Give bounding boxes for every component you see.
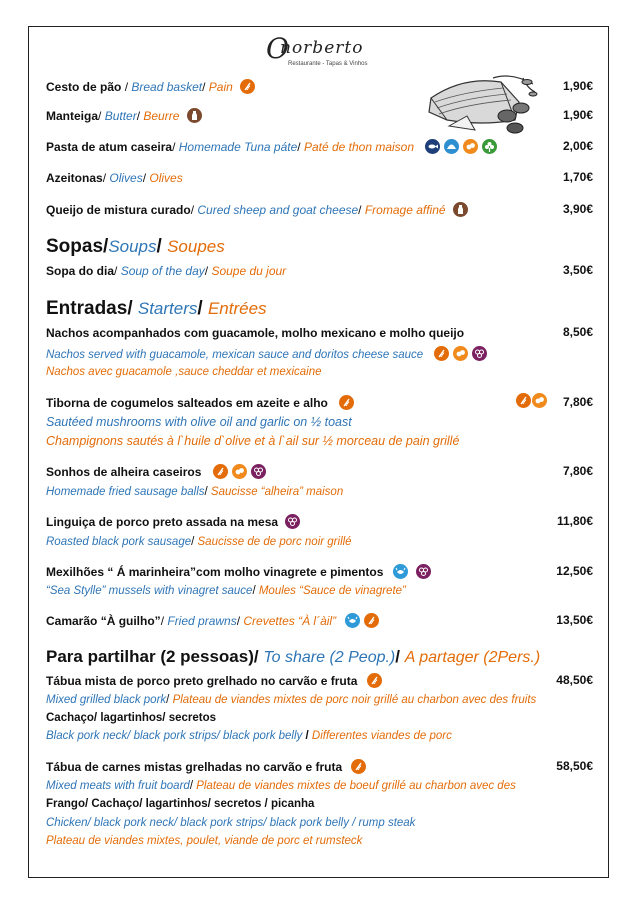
- item-name-en: Fried prawns: [167, 614, 237, 628]
- item-name-pt: Manteiga: [46, 109, 99, 123]
- item-name-pt: Tiborna de cogumelos salteados em azeite e alho: [46, 396, 328, 410]
- fish-icon: [425, 139, 440, 154]
- item-name-fr: Olives: [149, 171, 183, 185]
- item-name-pt: Tábua mista de porco preto grelhado no carvão e fruta: [46, 674, 358, 688]
- item-name-pt: Sonhos de alheira caseiros: [46, 465, 202, 479]
- menu-item-cheese: Queijo de mistura curado/ Cured sheep and goat cheese/ Fromage affiné: [46, 202, 468, 218]
- item-desc: “Sea Stylle” mussels with vinagret sauce/ Moules “Sauce de vinagrete”: [46, 585, 406, 597]
- item-name-fr: Fromage affiné: [364, 203, 446, 217]
- crustacean-icon: [393, 564, 408, 579]
- egg-icon: [232, 464, 247, 479]
- shellfish-icon: [444, 139, 459, 154]
- egg-icon: [532, 393, 547, 408]
- logo-tagline: Restaurante - Tapas & Vinhos: [288, 61, 368, 67]
- price: 8,50€: [562, 325, 593, 339]
- menu-item-mixed-meats-board: [46, 759, 366, 775]
- gluten-icon: [364, 613, 379, 628]
- item-name-pt: Cesto de pão: [46, 80, 122, 94]
- gluten-icon: [516, 393, 531, 408]
- logo-initial: O: [266, 32, 289, 65]
- item-cuts-translation: Black pork neck/ black pork strips/ black pork belly / Differentes viandes de porc: [46, 730, 452, 742]
- price: 58,50€: [556, 759, 593, 773]
- item-name-pt: Mexilhões “ Á marinheira”com molho vinagrete e pimentos: [46, 565, 384, 579]
- price: 13,50€: [556, 613, 593, 627]
- item-name-pt: Camarão “À guilho”: [46, 614, 161, 628]
- item-name-en: Cured sheep and goat cheese: [197, 203, 359, 217]
- item-desc: Mixed meats with fruit board/ Plateau de viandes mixtes de boeuf grillé au charbon avec des: [46, 780, 516, 792]
- item-desc-en: Sautéed mushrooms with olive oil and garlic on ½ toast: [46, 415, 352, 429]
- item-name-pt: Pasta de atum caseira: [46, 140, 173, 154]
- allergen-icons: [516, 392, 547, 410]
- menu-item-butter: Manteiga/ Butter/ Beurre: [46, 108, 202, 124]
- item-name-pt: Nachos acompanhados com guacamole, molho mexicano e molho queijo: [46, 326, 465, 340]
- menu-item-olives: Azeitonas/ Olives/ Olives: [46, 171, 183, 185]
- menu-item-nachos: [46, 325, 464, 341]
- item-name-fr: Crevettes “À l´àil”: [243, 614, 337, 628]
- menu-item-soup: Sopa do dia/ Soup of the day/ Soupe du jour: [46, 264, 287, 278]
- menu-item-tuna-pate: Pasta de atum caseira/ Homemade Tuna páte/ Paté de thon maison: [46, 139, 497, 155]
- price: 1,90€: [562, 108, 593, 122]
- item-name-fr: Beurre: [143, 109, 180, 123]
- item-cuts-fr: Plateau de viandes mixtes, poulet, viande de porc et rumsteck: [46, 835, 363, 847]
- item-desc: Roasted black pork sausage/ Saucisse de de porc noir grillé: [46, 536, 352, 548]
- cheese-illustration: [423, 68, 539, 138]
- item-name-fr: Soupe du jour: [211, 264, 287, 278]
- celery-icon: [482, 139, 497, 154]
- gluten-icon: [434, 346, 449, 361]
- item-name-fr: Paté de thon maison: [303, 140, 415, 154]
- menu-item-linguica: [46, 514, 300, 530]
- price: 7,80€: [562, 395, 593, 409]
- item-desc: Homemade fried sausage balls/ Saucisse “alheira” maison: [46, 486, 344, 498]
- milk-icon: [453, 202, 468, 217]
- item-desc-fr: Champignons sautés à l`huile d`olive et à l`ail sur ½ morceau de pain grillé: [46, 434, 460, 448]
- price: 3,50€: [562, 263, 593, 277]
- gluten-icon: [240, 79, 255, 94]
- price: 1,70€: [562, 170, 593, 184]
- menu-item-mexilhoes: [46, 564, 431, 580]
- menu-item-bread-basket: Cesto de pão / Bread basket/ Pain: [46, 79, 255, 95]
- item-name-en: Soup of the day: [120, 264, 205, 278]
- price: 2,00€: [562, 139, 593, 153]
- sulphites-icon: [285, 514, 300, 529]
- price: 3,90€: [562, 202, 593, 216]
- item-name-pt: Sopa do dia: [46, 264, 115, 278]
- crustacean-icon: [345, 613, 360, 628]
- gluten-icon: [367, 673, 382, 688]
- item-desc-fr: Nachos avec guacamole ,sauce cheddar et mexicaine: [46, 366, 322, 378]
- gluten-icon: [339, 395, 354, 410]
- item-name-en: Butter: [104, 109, 137, 123]
- item-cuts-pt: Cachaço/ lagartinhos/ secretos: [46, 712, 217, 724]
- gluten-icon: [351, 759, 366, 774]
- restaurant-logo: [266, 32, 386, 76]
- item-name-en: Homemade Tuna páte: [178, 140, 298, 154]
- price: 7,80€: [562, 464, 593, 478]
- section-title-starters: Entradas/ Starters/ Entrées: [46, 298, 267, 319]
- milk-icon: [187, 108, 202, 123]
- price: 1,90€: [562, 79, 593, 93]
- gluten-icon: [213, 464, 228, 479]
- menu-item-tiborna: [46, 395, 354, 411]
- price: 12,50€: [556, 564, 593, 578]
- sulphites-icon: [251, 464, 266, 479]
- egg-icon: [463, 139, 478, 154]
- sulphites-icon: [416, 564, 431, 579]
- item-name-fr: Pain: [208, 80, 233, 94]
- item-name-pt: Queijo de mistura curado: [46, 203, 191, 217]
- item-name-en: Bread basket: [131, 80, 203, 94]
- section-title-sharing: Para partilhar (2 pessoas)/ To share (2 Peop.)/ A partager (2Pers.): [46, 647, 541, 666]
- price: 11,80€: [556, 514, 593, 528]
- item-name-pt: Linguiça de porco preto assada na mesa: [46, 515, 279, 529]
- item-desc: Mixed grilled black pork/ Plateau de viandes mixtes de porc noir grillé au charbon avec des fruits: [46, 694, 537, 706]
- egg-icon: [453, 346, 468, 361]
- logo-name: norberto: [280, 38, 364, 58]
- item-name-pt: Azeitonas: [46, 171, 103, 185]
- menu-item-camarao: Camarão “À guilho”/ Fried prawns/ Crevettes “À l´àil”: [46, 613, 379, 629]
- item-desc-en: Nachos served with guacamole, mexican sauce and doritos cheese sauce: [46, 346, 487, 363]
- item-cuts-pt: Frango/ Cachaço/ lagartinhos/ secretos / picanha: [46, 798, 315, 810]
- sulphites-icon: [472, 346, 487, 361]
- menu-item-sonhos: [46, 464, 266, 480]
- menu-item-black-pork-board: [46, 673, 382, 689]
- item-name-pt: Tábua de carnes mistas grelhadas no carvão e fruta: [46, 760, 343, 774]
- item-cuts-en: Chicken/ black pork neck/ black pork strips/ black pork belly / rump steak: [46, 817, 416, 829]
- section-title-soups: Sopas/Soups/ Soupes: [46, 236, 225, 257]
- item-name-en: Olives: [109, 171, 143, 185]
- price: 48,50€: [556, 673, 593, 687]
